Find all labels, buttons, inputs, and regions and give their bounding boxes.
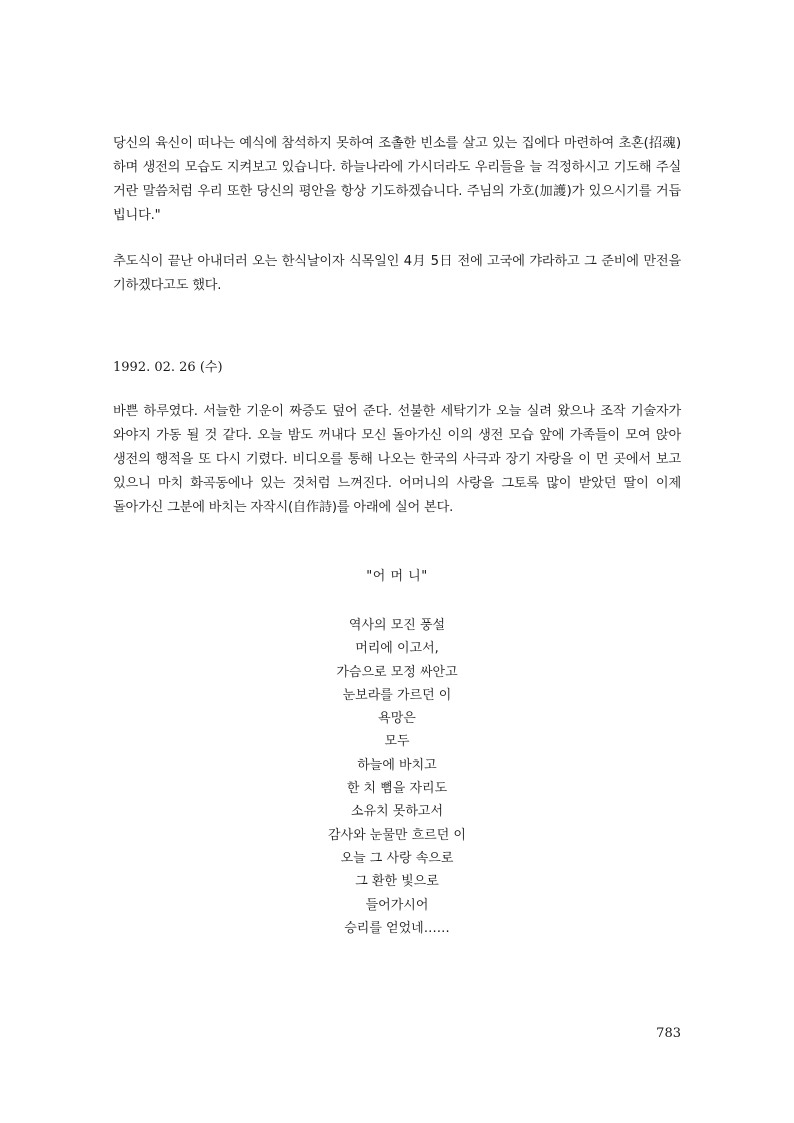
poem-line: 눈보라를 가르던 이: [342, 687, 452, 703]
poem-title: "어 머 니": [366, 569, 428, 584]
diary-date-heading: 1992. 02. 26 (수): [113, 360, 223, 375]
poem-line: 들어가시어: [365, 897, 429, 913]
memorial-followup-paragraph: 추도식이 끝난 아내더러 오는 한식날이자 식목일인 4月 5日 전에 고국에 갸라하고 그 준비에 만전을 기하겠다고도 했다.: [113, 254, 681, 293]
poem-line: 하늘에 바치고: [357, 757, 437, 773]
poem-line: 오늘 그 사랑 속으로: [340, 850, 454, 866]
poem: [113, 566, 681, 940]
poem-line: 모두: [384, 734, 410, 750]
poem-line: 머리에 이고서,: [355, 641, 439, 657]
poem-lines: [113, 614, 681, 940]
poem-line: 가슴으로 모정 싸안고: [336, 664, 458, 680]
poem-line: 욕망은: [378, 711, 416, 727]
poem-line: 역사의 모진 풍설: [348, 618, 446, 633]
diary-body: [113, 132, 681, 520]
poem-line: 감사와 눈물만 흐르던 이: [328, 827, 466, 843]
page-number: 783: [656, 1026, 681, 1041]
memorial-paragraph: 당신의 육신이 떠나는 예식에 참석하지 못하여 조촐한 빈소를 살고 있는 집에다 마련하여 초혼(招魂)하며 생전의 모습도 지켜보고 있습니다. 하늘나라에 가시더라도 우리들을 늘 걱정하시고 기도해 주실 거란 말씀처럼 우리 또한 당신의 평안을 항상 기도하겠습니다. 주님의 가호(加護)가 있으시기를 거듭 빕니다.": [113, 136, 681, 223]
poem-line: 승리를 얻었네……: [344, 920, 450, 936]
poem-line: 소유치 못하고서: [350, 804, 444, 820]
poem-line: 그 환한 빛으로: [355, 874, 439, 890]
diary-entry-paragraph: 바쁜 하루였다. 서늘한 기운이 짜증도 덮어 준다. 선불한 세탁기가 오늘 실려 왔으나 조작 기술자가 와야지 가동 될 것 같다. 오늘 밤도 꺼내다 모신 돌아가신 이의 생전 모습 앞에 가족들이 모여 앉아 생전의 행적을 또 다시 기렸다. 비디오를 통해 나오는 한국의 사극과 장기 자랑을 이 먼 곳에서 보고 있으니 마치 화곡동에나 있는 것처럼 느껴진다. 어머니의 사랑을 그토록 많이 받았던 딸이 이제 돌아가신 그분에 바치는 자작시(自作詩)를 아래에 실어 본다.: [113, 404, 681, 515]
poem-line: 한 치 뼘을 자리도: [346, 781, 448, 797]
